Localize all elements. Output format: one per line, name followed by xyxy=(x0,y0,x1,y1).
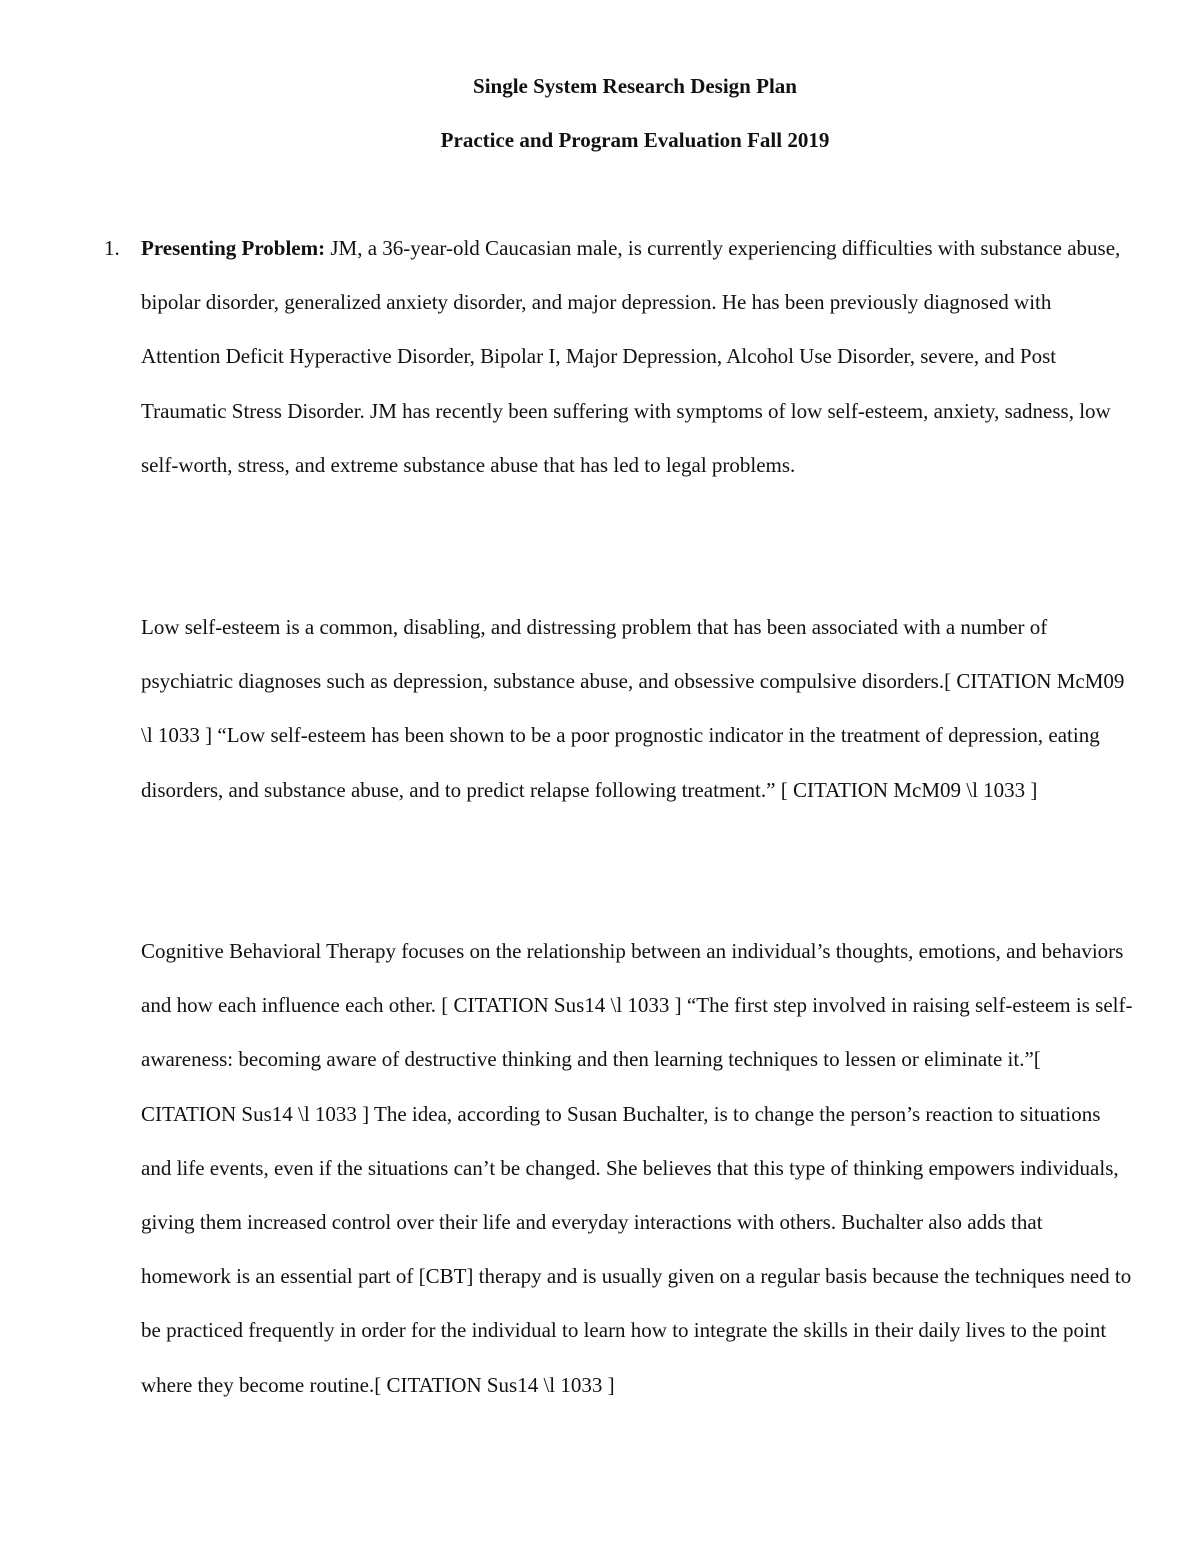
presenting-problem-paragraph xyxy=(141,221,1133,492)
document-subtitle: Practice and Program Evaluation Fall 2019 xyxy=(440,128,830,152)
document-title: Single System Research Design Plan xyxy=(473,74,797,98)
self-esteem-paragraph: Low self-esteem is a common, disabling, and distressing problem that has been associated with a number of psychiatric diagnoses such as depression, substance abuse, and obsessive compulsive disorders.[ CITATION McM09 \l 1033 ] “Low self-esteem has been shown to be a poor prognostic indicator in the treatment of depression, eating disorders, and substance abuse, and to predict relapse following treatment.” [ CITATION McM09 \l 1033 ] xyxy=(141,615,1125,802)
presenting-problem-text: JM, a 36-year-old Caucasian male, is currently experiencing difficulties with substance abuse, bipolar disorder, generalized anxiety disorder, and major depression. He has been previously diagnosed with Attention Deficit Hyperactive Disorder, Bipolar I, Major Depression, Alcohol Use Disorder, severe, and Post Traumatic Stress Disorder. JM has recently been suffering with symptoms of low self-esteem, anxiety, sadness, low self-worth, stress, and extreme substance abuse that has led to legal problems. xyxy=(141,236,1121,477)
list-number: 1. xyxy=(104,236,120,260)
presenting-problem-heading: Presenting Problem: xyxy=(141,236,326,260)
cbt-paragraph: Cognitive Behavioral Therapy focuses on the relationship between an individual’s thoughts, emotions, and behaviors and how each influence each other. [ CITATION Sus14 \l 1033 ] “The first step involved in raising self-esteem is self-awareness: becoming aware of destructive thinking and then learning techniques to lessen or eliminate it.”[ CITATION Sus14 \l 1033 ] The idea, according to Susan Buchalter, is to change the person’s reaction to situations and life events, even if the situations can’t be changed. She believes that this type of thinking empowers individuals, giving them increased control over their life and everyday interactions with others. Buchalter also adds that homework is an essential part of [CBT] therapy and is usually given on a regular basis because the techniques need to be practiced frequently in order for the individual to learn how to integrate the skills in their daily lives to the point where they become routine.[ CITATION Sus14 \l 1033 ] xyxy=(141,939,1133,1397)
